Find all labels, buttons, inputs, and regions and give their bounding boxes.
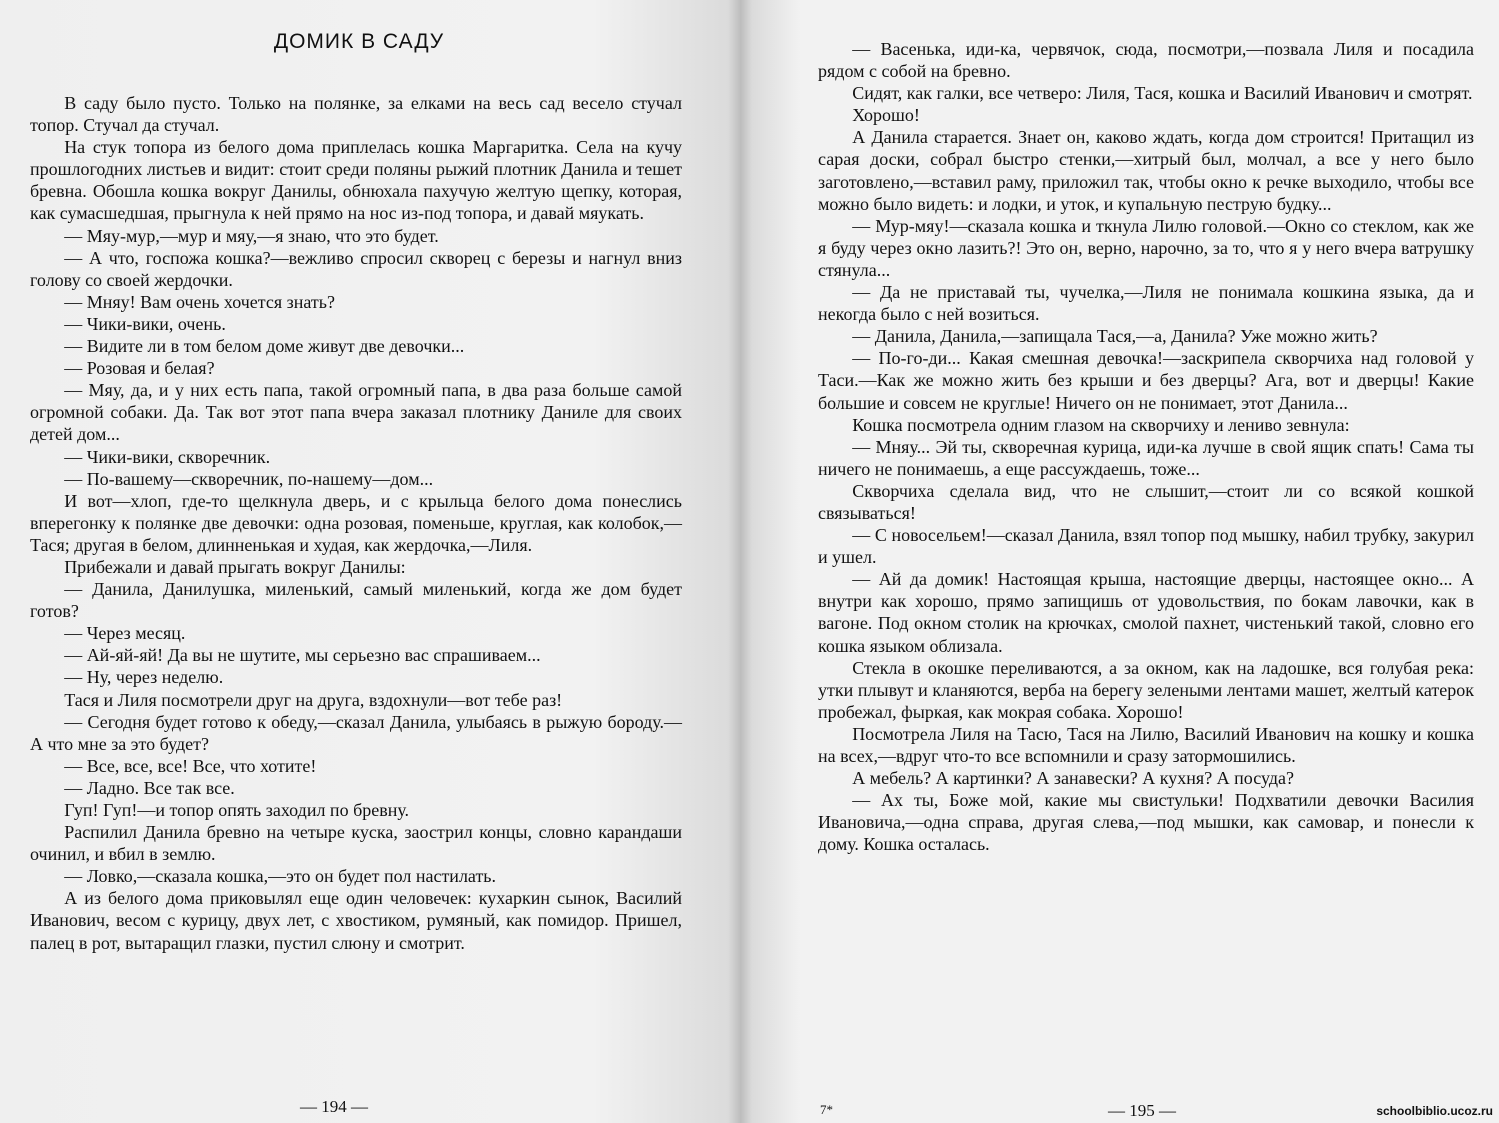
- paragraph: Гуп! Гуп!—и топор опять заходил по бревну.: [64, 800, 410, 820]
- paragraph: — Васенька, иди-ка, червячок, сюда, посмотри,—позвала Лиля и посадила рядом с собой на бревно.: [818, 39, 1474, 82]
- right-text-column: [818, 38, 1474, 855]
- page-number-right: — 195 —: [1108, 1101, 1176, 1120]
- paragraph: — Мняу... Эй ты, скворечная курица, иди-ка лучше в свой ящик спать! Сама ты ничего не понимаешь, а еще рассуждаешь, тоже...: [818, 436, 1474, 479]
- paragraph: — Розовая и белая?: [64, 358, 215, 379]
- signature-mark: 7*: [820, 1102, 833, 1117]
- paragraph: Распилил Данила бревно на четыре куска, заострил концы, словно карандаши очинил, и вбил в землю.: [30, 822, 682, 865]
- paragraph: — С новосельем!—сказал Данила, взял топор под мышку, набил трубку, закурил и ушел.: [818, 525, 1474, 568]
- paragraph: Тася и Лиля посмотрели друг на друга, вздохнули—вот тебе раз!: [64, 689, 563, 710]
- paragraph: — Мур-мяу!—сказала кошка и ткнула Лилю головой.—Окно со стеклом, как же я буду через окно лазить?! Это он, верно, нарочно, за то, что я у него вчера ватрушку стянула...: [818, 215, 1474, 280]
- paragraph: — Мняу! Вам очень хочется знать?: [64, 291, 335, 312]
- paragraph: — Ай да домик! Настоящая крыша, настоящие дверцы, настоящее окно... А внутри как хорошо, прямо запищишь от удовольствия, по бокам лавочки, как в вагоне. Под окном столик на крючках, смолой пахнет, чистенький такой, словно его кошка языком облизала.: [818, 569, 1474, 656]
- paragraph: — Видите ли в том белом доме живут две девочки...: [64, 336, 465, 357]
- paragraph: — Данила, Данилушка, миленький, самый миленький, когда же дом будет готов?: [30, 579, 682, 622]
- left-page: [0, 0, 740, 1123]
- paragraph: Сидят, как галки, все четверо: Лиля, Тася, кошка и Василий Иванович и смотрят.: [852, 83, 1473, 104]
- paragraph: Скворчиха сделала вид, что не слышит,—стоит ли со всякой кошкой связываться!: [818, 480, 1474, 523]
- paragraph: — Мяу, да, и у них есть папа, такой огромный папа, в два раза больше самой огромной собаки. Да. Так вот этот папа вчера заказал плотнику Даниле для своих детей дом...: [30, 380, 682, 445]
- paragraph: — Через месяц.: [64, 623, 186, 644]
- paragraph: — Мяу-мур,—мур и мяу,—я знаю, что это будет.: [64, 225, 439, 246]
- paragraph: — Ладно. Все так все.: [64, 777, 235, 798]
- paragraph: — Чики-вики, скворечник.: [64, 446, 271, 467]
- paragraph: — По-вашему—скворечник, по-нашему—дом...: [64, 468, 434, 489]
- story-title: ДОМИК В САДУ: [273, 30, 445, 53]
- paragraph: На стук топора из белого дома приплелась кошка Маргаритка. Села на кучу прошлогодних листьев и видит: стоит среди поляны рыжий плотник Данила и тешет бревна. Обошла кошка вокруг Данилы, обнюхала пахучую желтую щепку, которая, как сумасшедшая, прыгнула к ней прямо на нос из-под топора, и давай мяукать.: [30, 137, 682, 224]
- paragraph: — Да не приставай ты, чучелка,—Лиля не понимала кошкина языка, да и некогда было с ней возиться.: [818, 282, 1474, 325]
- paragraph: — А что, госпожа кошка?—вежливо спросил скворец с березы и нагнул вниз голову со своей жердочки.: [30, 247, 682, 290]
- paragraph: Хорошо!: [852, 105, 920, 126]
- paragraph: Посмотрела Лиля на Тасю, Тася на Лилю, Василий Иванович на кошку и кошка на всех,—вдруг что-то все вспомнили и сразу затормошились.: [818, 723, 1474, 766]
- paragraph: В саду было пусто. Только на полянке, за елками на весь сад весело стучал топор. Стучал да стучал.: [30, 93, 682, 136]
- paragraph: И вот—хлоп, где-то щелкнула дверь, и с крыльца белого дома понеслись вперегонку к полянке две девочки: одна розовая, поменьше, круглая, как колобок,—Тася; другая в белом, длинненькая и худая, как жердочка,—Лиля.: [30, 490, 682, 555]
- paragraph: Кошка посмотрела одним глазом на скворчиху и лениво зевнула:: [852, 414, 1350, 435]
- paragraph: — Ах ты, Боже мой, какие мы свистульки! Подхватили девочки Василия Ивановича,—одна справа, другая слева,—под мышки, как самовар, и понесли к дому. Кошка осталась.: [818, 790, 1474, 855]
- left-text-column: [30, 92, 682, 954]
- paragraph: — По-го-ди... Какая смешная девочка!—заскрипела скворчиха над головой у Таси.—Как же можно жить без крыши и без дверцы? Ага, вот и дверцы! Какие большие и совсем не круглые! Ничего он не понимает, этот Данила...: [818, 348, 1474, 413]
- paragraph: — Все, все, все! Все, что хотите!: [64, 755, 317, 776]
- paragraph: Прибежали и давай прыгать вокруг Данилы:: [64, 556, 406, 577]
- paragraph: А из белого дома приковылял еще один человечек: кухаркин сынок, Василий Иванович, весом с курицу, двух лет, с хвостиком, румяный, как помидор. Пришел, палец в рот, вытаращил глазки, пустил слюну и смотрит.: [30, 888, 682, 953]
- page-number-left: — 194 —: [300, 1097, 368, 1116]
- book-spine: [728, 0, 752, 1123]
- paragraph: Стекла в окошке переливаются, а за окном, как на ладошке, вся голубая река: утки плывут и кланяются, верба на берегу зелеными лентами машет, желтый катерок пробежал, фыркая, как мокрая собака. Хорошо!: [818, 657, 1474, 722]
- paragraph: — Данила, Данила,—запищала Тася,—а, Данила? Уже можно жить?: [852, 326, 1378, 347]
- watermark: schoolbiblio.ucoz.ru: [1376, 1104, 1493, 1118]
- paragraph: — Ай-яй-яй! Да вы не шутите, мы серьезно вас спрашиваем...: [64, 645, 541, 666]
- paragraph: А мебель? А картинки? А занавески? А кухня? А посуда?: [852, 768, 1295, 789]
- paragraph: — Ловко,—сказала кошка,—это он будет пол настилать.: [64, 866, 497, 887]
- paragraph: — Сегодня будет готово к обеду,—сказал Данила, улыбаясь в рыжую бороду.—А что мне за это будет?: [30, 711, 682, 754]
- paragraph: — Ну, через неделю.: [64, 667, 224, 688]
- paragraph: А Данила старается. Знает он, каково ждать, когда дом строится! Притащил из сарая доски, собрал быстро стенки,—хитрый был, молчал, а все у него было заготовлено,—вставил раму, приложил так, чтобы окно к речке выходило, чтобы все можно было видеть: и лодки, и уток, и купальную пеструю будку...: [818, 127, 1474, 214]
- paragraph: — Чики-вики, очень.: [64, 313, 226, 334]
